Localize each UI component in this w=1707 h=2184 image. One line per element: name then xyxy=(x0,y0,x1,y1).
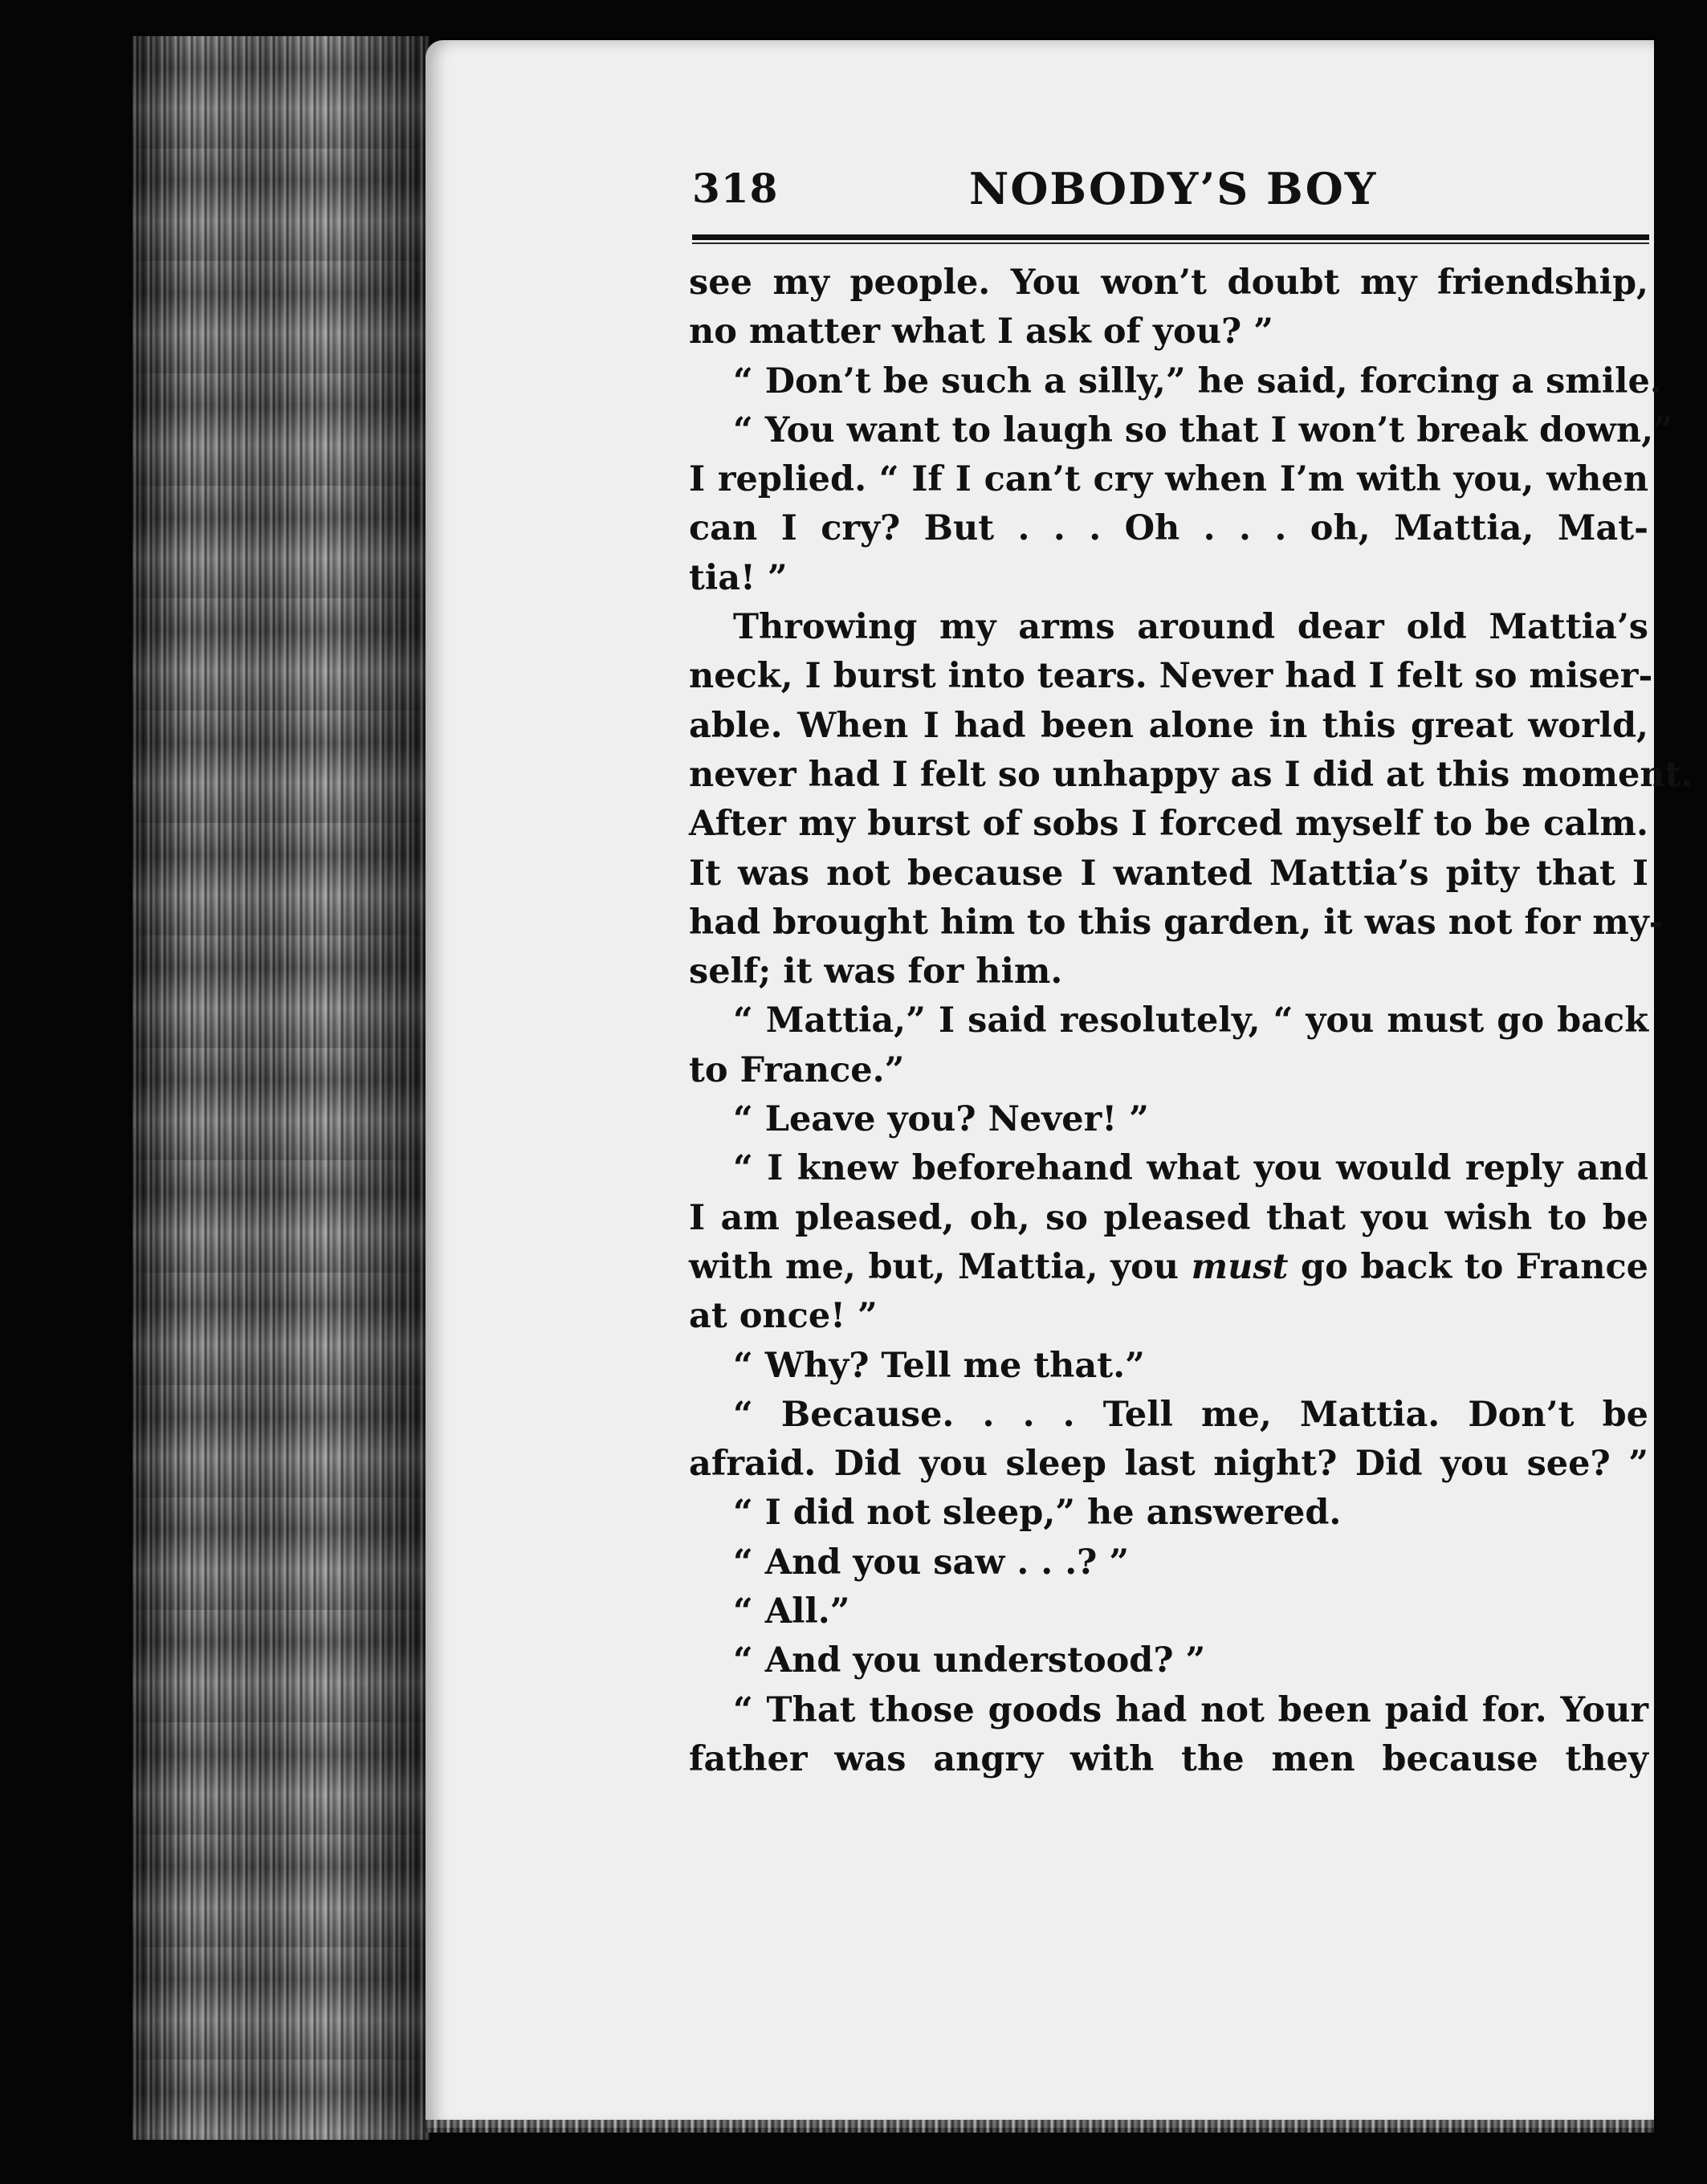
body-text xyxy=(689,259,1693,1784)
text-line-content: “ And you saw . . .? ” xyxy=(733,1542,1130,1583)
text-line-content: “ Leave you? Never! ” xyxy=(733,1099,1149,1140)
text-line-content: with me, but, Mattia, you xyxy=(689,1246,1192,1287)
text-line-content: After my burst of sobs I forced myself to be calm. xyxy=(689,804,1648,845)
text-line-content: “ All.” xyxy=(733,1591,850,1632)
page-number: 318 xyxy=(692,165,779,212)
text-line-content: “ And you understood? ” xyxy=(733,1640,1206,1681)
page-bottom-edge xyxy=(426,2120,1654,2133)
text-line xyxy=(689,308,1648,357)
text-line xyxy=(689,947,1648,996)
text-line-content: “ Why? Tell me that.” xyxy=(733,1345,1145,1386)
text-line xyxy=(689,898,1664,947)
text-line-content: tia! ” xyxy=(689,557,788,598)
text-line xyxy=(689,1342,1648,1391)
text-line-content: neck, I burst into tears. Never had I felt so miser- xyxy=(689,656,1653,697)
text-line-content: “ Mattia,” I said resolutely, “ you must go back xyxy=(733,1000,1648,1041)
text-line-content: I am pleased, oh, so pleased that you wish to be xyxy=(689,1197,1648,1238)
running-title: NOBODY’S BOY xyxy=(969,163,1378,214)
text-line-content: I replied. “ If I can’t cry when I’m with you, when xyxy=(689,459,1648,500)
emphasis-word: must xyxy=(1191,1246,1289,1287)
text-line xyxy=(689,800,1648,849)
text-line-content: at once! ” xyxy=(689,1296,878,1337)
text-line xyxy=(689,702,1648,751)
text-line xyxy=(689,504,1648,553)
text-line-continuation: go back to France xyxy=(1288,1246,1648,1287)
text-line xyxy=(689,406,1673,455)
text-line xyxy=(689,1144,1648,1193)
text-line xyxy=(689,603,1648,652)
text-line xyxy=(689,1243,1648,1292)
text-line-content: “ I did not sleep,” he answered. xyxy=(733,1493,1342,1534)
text-line xyxy=(689,850,1648,898)
text-line-content: never had I felt so unhappy as I did at this moment. xyxy=(689,754,1693,795)
text-line-content: “ Don’t be such a silly,” he said, forcing a smile. xyxy=(733,361,1662,401)
text-line xyxy=(689,1735,1648,1784)
text-line xyxy=(689,1686,1648,1735)
text-line xyxy=(689,1440,1648,1489)
header-rule xyxy=(692,234,1649,240)
text-line xyxy=(689,455,1648,504)
text-line xyxy=(689,259,1648,308)
running-head xyxy=(692,165,1648,221)
text-line-content: see my people. You won’t doubt my friendship, xyxy=(689,263,1648,303)
text-line xyxy=(689,357,1662,406)
text-line xyxy=(689,1095,1648,1144)
text-line-content: afraid. Did you sleep last night? Did you see? ” xyxy=(689,1444,1648,1485)
text-line xyxy=(689,1046,1648,1095)
header-rule-thin xyxy=(692,242,1649,244)
text-line xyxy=(689,1489,1648,1538)
text-line-content: It was not because I wanted Mattia’s pity that I xyxy=(689,853,1648,894)
book-page-edges xyxy=(132,36,430,2140)
text-line xyxy=(689,554,1648,603)
text-line-content: self; it was for him. xyxy=(689,951,1063,992)
text-line xyxy=(689,1292,1648,1341)
text-line xyxy=(689,1587,1648,1636)
text-line xyxy=(689,1538,1648,1587)
text-line-content: father was angry with the men because they xyxy=(689,1738,1648,1779)
text-line xyxy=(689,1194,1648,1243)
text-line-content: to France.” xyxy=(689,1049,905,1090)
text-line-content: “ Because. . . . Tell me, Mattia. Don’t be xyxy=(733,1394,1648,1435)
text-line-content: “ I knew beforehand what you would reply and xyxy=(733,1148,1648,1189)
text-line xyxy=(689,1391,1648,1440)
text-line-content: Throwing my arms around dear old Mattia’s xyxy=(733,607,1648,648)
text-line xyxy=(689,751,1693,800)
text-line xyxy=(689,1636,1648,1685)
text-line-content: able. When I had been alone in this great world, xyxy=(689,705,1648,746)
text-line-content: no matter what I ask of you? ” xyxy=(689,312,1273,352)
text-line-content: had brought him to this garden, it was not for my- xyxy=(689,902,1664,943)
text-line-content: can I cry? But . . . Oh . . . oh, Mattia, Mat- xyxy=(689,508,1648,549)
text-line-content: “ You want to laugh so that I won’t break down,” xyxy=(733,410,1673,450)
text-line-content: “ That those goods had not been paid for. Your xyxy=(733,1689,1648,1730)
text-line xyxy=(689,652,1653,701)
text-line xyxy=(689,996,1648,1045)
